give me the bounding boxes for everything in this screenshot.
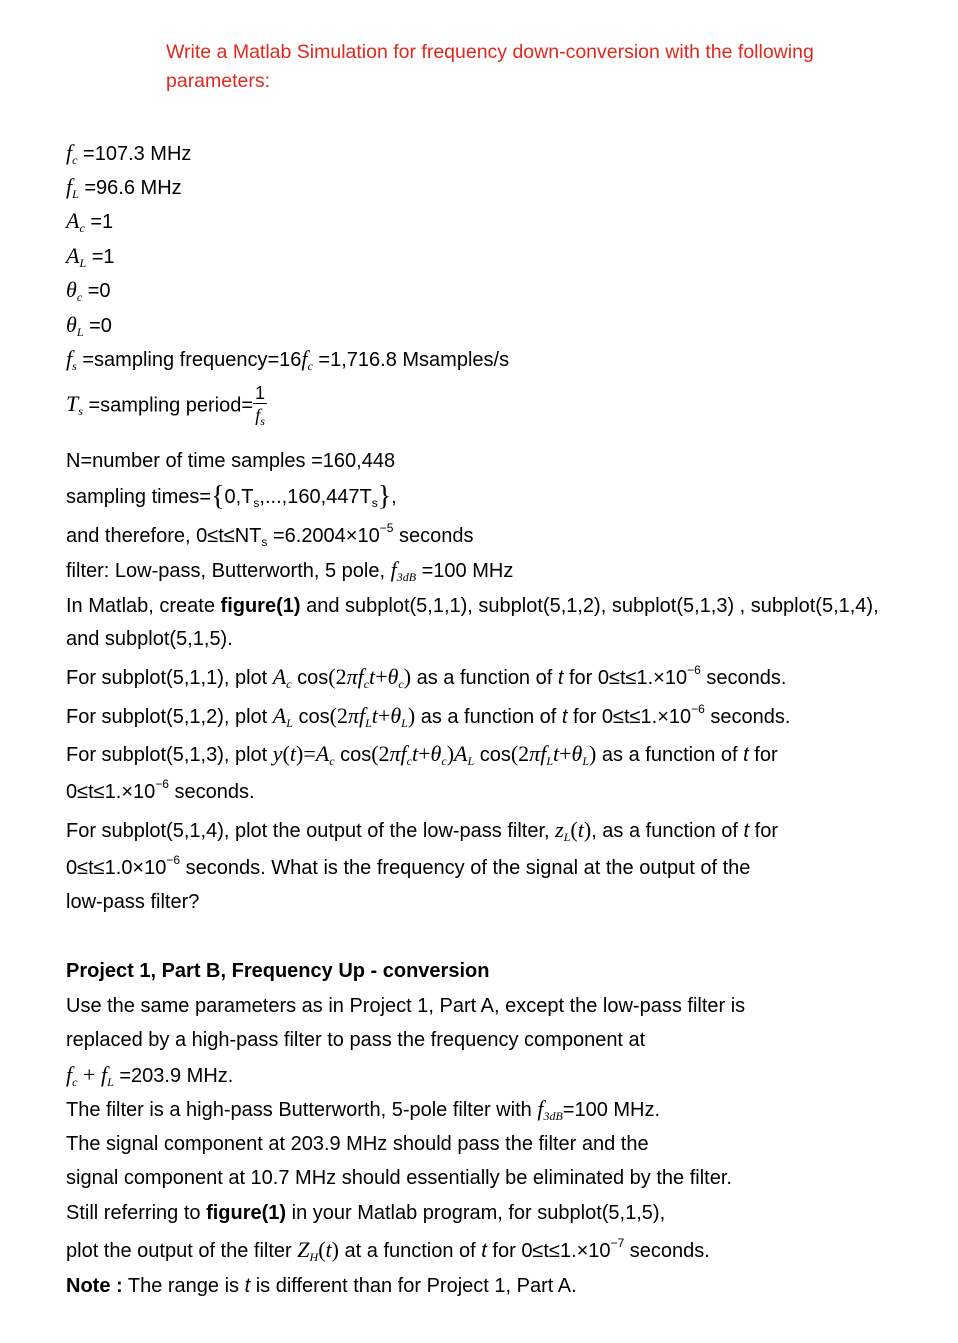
part-b-line-5: The signal component at 203.9 MHz should pass the filter and the	[66, 1133, 649, 1155]
filter-spec: filter: Low-pass, Butterworth, 5 pole, $f_{3dB} =100$ MHz	[66, 557, 514, 584]
param-n: N=number of time samples =160,448	[66, 450, 396, 472]
param-fc: $f_c =107.3$ MHz	[66, 140, 192, 167]
part-b-note: Note : The range is t is different than for Project 1, Part A.	[66, 1275, 577, 1297]
time-range: and therefore, $0\le t\le NT_s =6.2004\times 10^{-5}$ seconds	[66, 521, 474, 549]
part-b-line-7: Still referring to figure(1) in your Matlab program, for subplot(5,1,5),	[66, 1202, 666, 1224]
subplot-4-range: $0\le t\le 1.0\times 10^{-6}$ seconds. What is the frequency of the signal at the output of the	[66, 853, 751, 879]
subplot-3: For subplot(5,1,3), plot $y(t)=A_c$ $\cos(2\pi f_ct+\theta_c)A_L$ $\cos(2\pi f_Lt+\theta_L)$ as a function of t for	[66, 741, 778, 768]
subplot-4-question: low-pass filter?	[66, 891, 200, 913]
subplot-1: For subplot(5,1,1), plot $A_c$ $\cos(2\pi f_ct+\theta_c)$ as a function of t for $0\le t\le 1.\times 10^{-6}$ seconds.	[66, 663, 787, 691]
part-b-heading: Project 1, Part B, Frequency Up - conversion	[66, 960, 490, 982]
part-b-sum-freq: $f_c + f_L =203.9$ MHz.	[66, 1062, 234, 1089]
subplot-2: For subplot(5,1,2), plot $A_L$ $\cos(2\pi f_Lt+\theta_L)$ as a function of t for $0\le t\le 1.\times 10^{-6}$ seconds.	[66, 702, 791, 730]
part-b-line-1: Use the same parameters as in Project 1, Part A, except the low-pass filter is	[66, 995, 746, 1017]
part-b-line-8: plot the output of the filter $Z_H(t)$ at a function of t for $0\le t\le 1.\times 10^{-7}$ seconds.	[66, 1236, 710, 1264]
figure-instruction-line2: and subplot(5,1,5).	[66, 628, 233, 650]
param-ts: $T_s$ =sampling period= $\frac{1}{f_s}$	[66, 383, 266, 428]
sampling-times: sampling $times=\{0,T_s,...,160,447T_s\}$,	[66, 481, 397, 512]
param-fl: $f_L =96.6$ MHz	[66, 174, 182, 201]
part-b-line-2: replaced by a high-pass filter to pass the frequency component at	[66, 1029, 646, 1051]
figure-instruction: In Matlab, create figure(1) and subplot(5,1,1), subplot(5,1,2), subplot(5,1,3) , subplot(5,1,4),	[66, 595, 879, 617]
param-theta-c: $\theta_c =0$	[66, 277, 111, 304]
instruction-title: Write a Matlab Simulation for frequency down-conversion with the following parameters:	[166, 41, 814, 92]
param-fs: $f_s$ =sampling $frequency=16f_c =1,716.8$ Msamples/s	[66, 346, 510, 373]
subplot-3-range: $0\le t\le 1.\times 10^{-6}$ seconds.	[66, 777, 255, 803]
param-theta-l: $\theta_L =0$	[66, 312, 112, 339]
subplot-4: For subplot(5,1,4), plot the output of the low-pass filter, $z_L(t)$, as a function of t for	[66, 817, 778, 844]
part-b-line-6: signal component at 10.7 MHz should essentially be eliminated by the filter.	[66, 1167, 732, 1189]
param-ac: $A_c =1$	[66, 208, 114, 235]
part-b-filter: The filter is a high-pass Butterworth, 5-pole filter with $f_{3dB}=100$ MHz.	[66, 1096, 661, 1123]
param-al: $A_L =1$	[66, 243, 115, 270]
